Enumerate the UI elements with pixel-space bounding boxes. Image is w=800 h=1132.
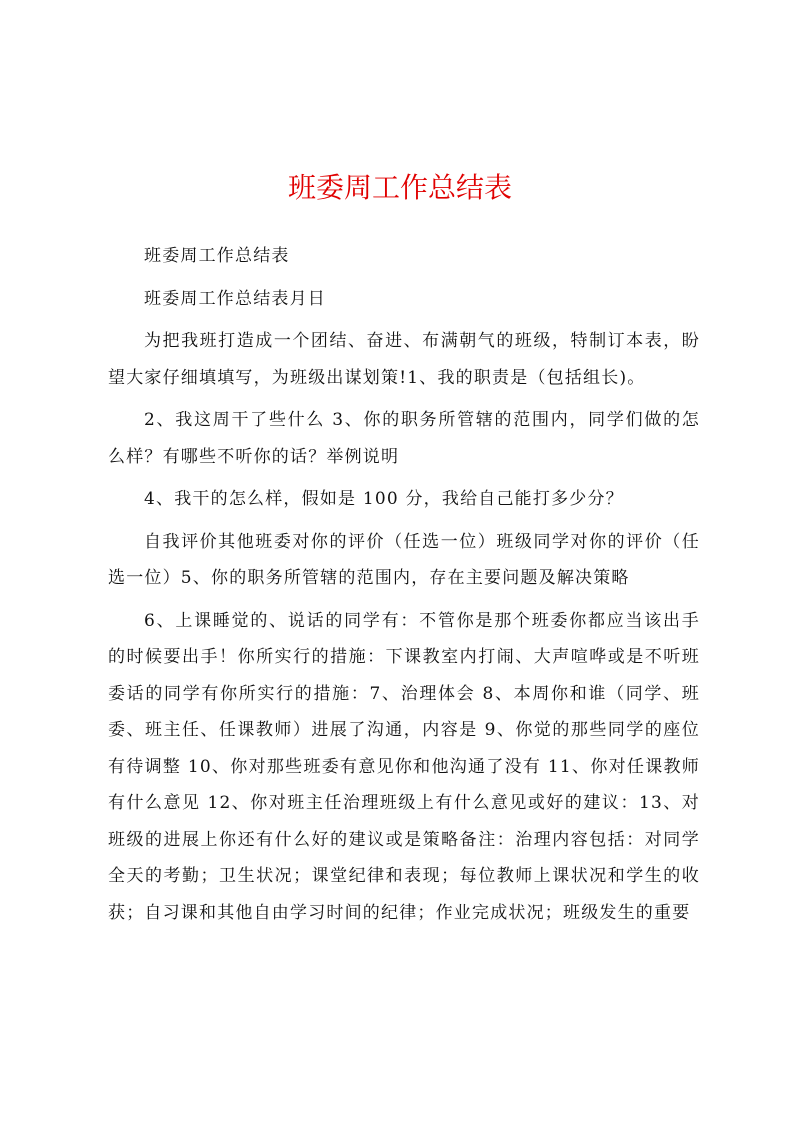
paragraph-self-evaluation: 自我评价其他班委对你的评价（任选一位）班级同学对你的评价（任选一位）5、你的职务所管辖的范围内，存在主要问题及解决策略 bbox=[108, 531, 700, 588]
paragraph-heading-repeat: 班委周工作总结表 bbox=[144, 246, 290, 266]
paragraph-item-2-3: 2、我这周干了些什么 3、你的职务所管辖的范围内，同学们做的怎么样？有哪些不听你的话？举例说明 bbox=[108, 410, 700, 467]
paragraph-item-4: 4、我干的怎么样，假如是 100 分，我给自己能打多少分？ bbox=[144, 489, 624, 509]
paragraph-item-6-13: 6、上课睡觉的、说话的同学有：不管你是那个班委你都应当该出手的时候要出手！你所实行的措施：下课教室内打闹、大声喧哗或是不听班委话的同学有你所实行的措施：7、治理体会 8、本周你和谁（同学、班委、班主任、任课教师）进展了沟通，内容是 9、你觉的那些同学的座位有待调整 10、你对那些班委有意见你和他沟通了没有 11、你对任课教师有什么意见 12、你对班主任治理班级上有什么意见或好的建议：13、对班级的进展上你还有什么好的建议或是策略备注：治理内容包括：对同学全天的考勤；卫生状况；课堂纪律和表现；每位教师上课状况和学生的收获；自习课和其他自由学习时间的纪律；作业完成状况；班级发生的重要 bbox=[108, 610, 700, 923]
paragraph-date-line: 班委周工作总结表月日 bbox=[144, 288, 326, 309]
document-body bbox=[108, 238, 700, 937]
document-title: 班委周工作总结表 bbox=[287, 171, 512, 204]
paragraph-intro: 为把我班打造成一个团结、奋进、布满朝气的班级，特制订本表，盼望大家仔细填填写，为班级出谋划策!1、我的职责是（包括组长)。 bbox=[108, 331, 700, 388]
